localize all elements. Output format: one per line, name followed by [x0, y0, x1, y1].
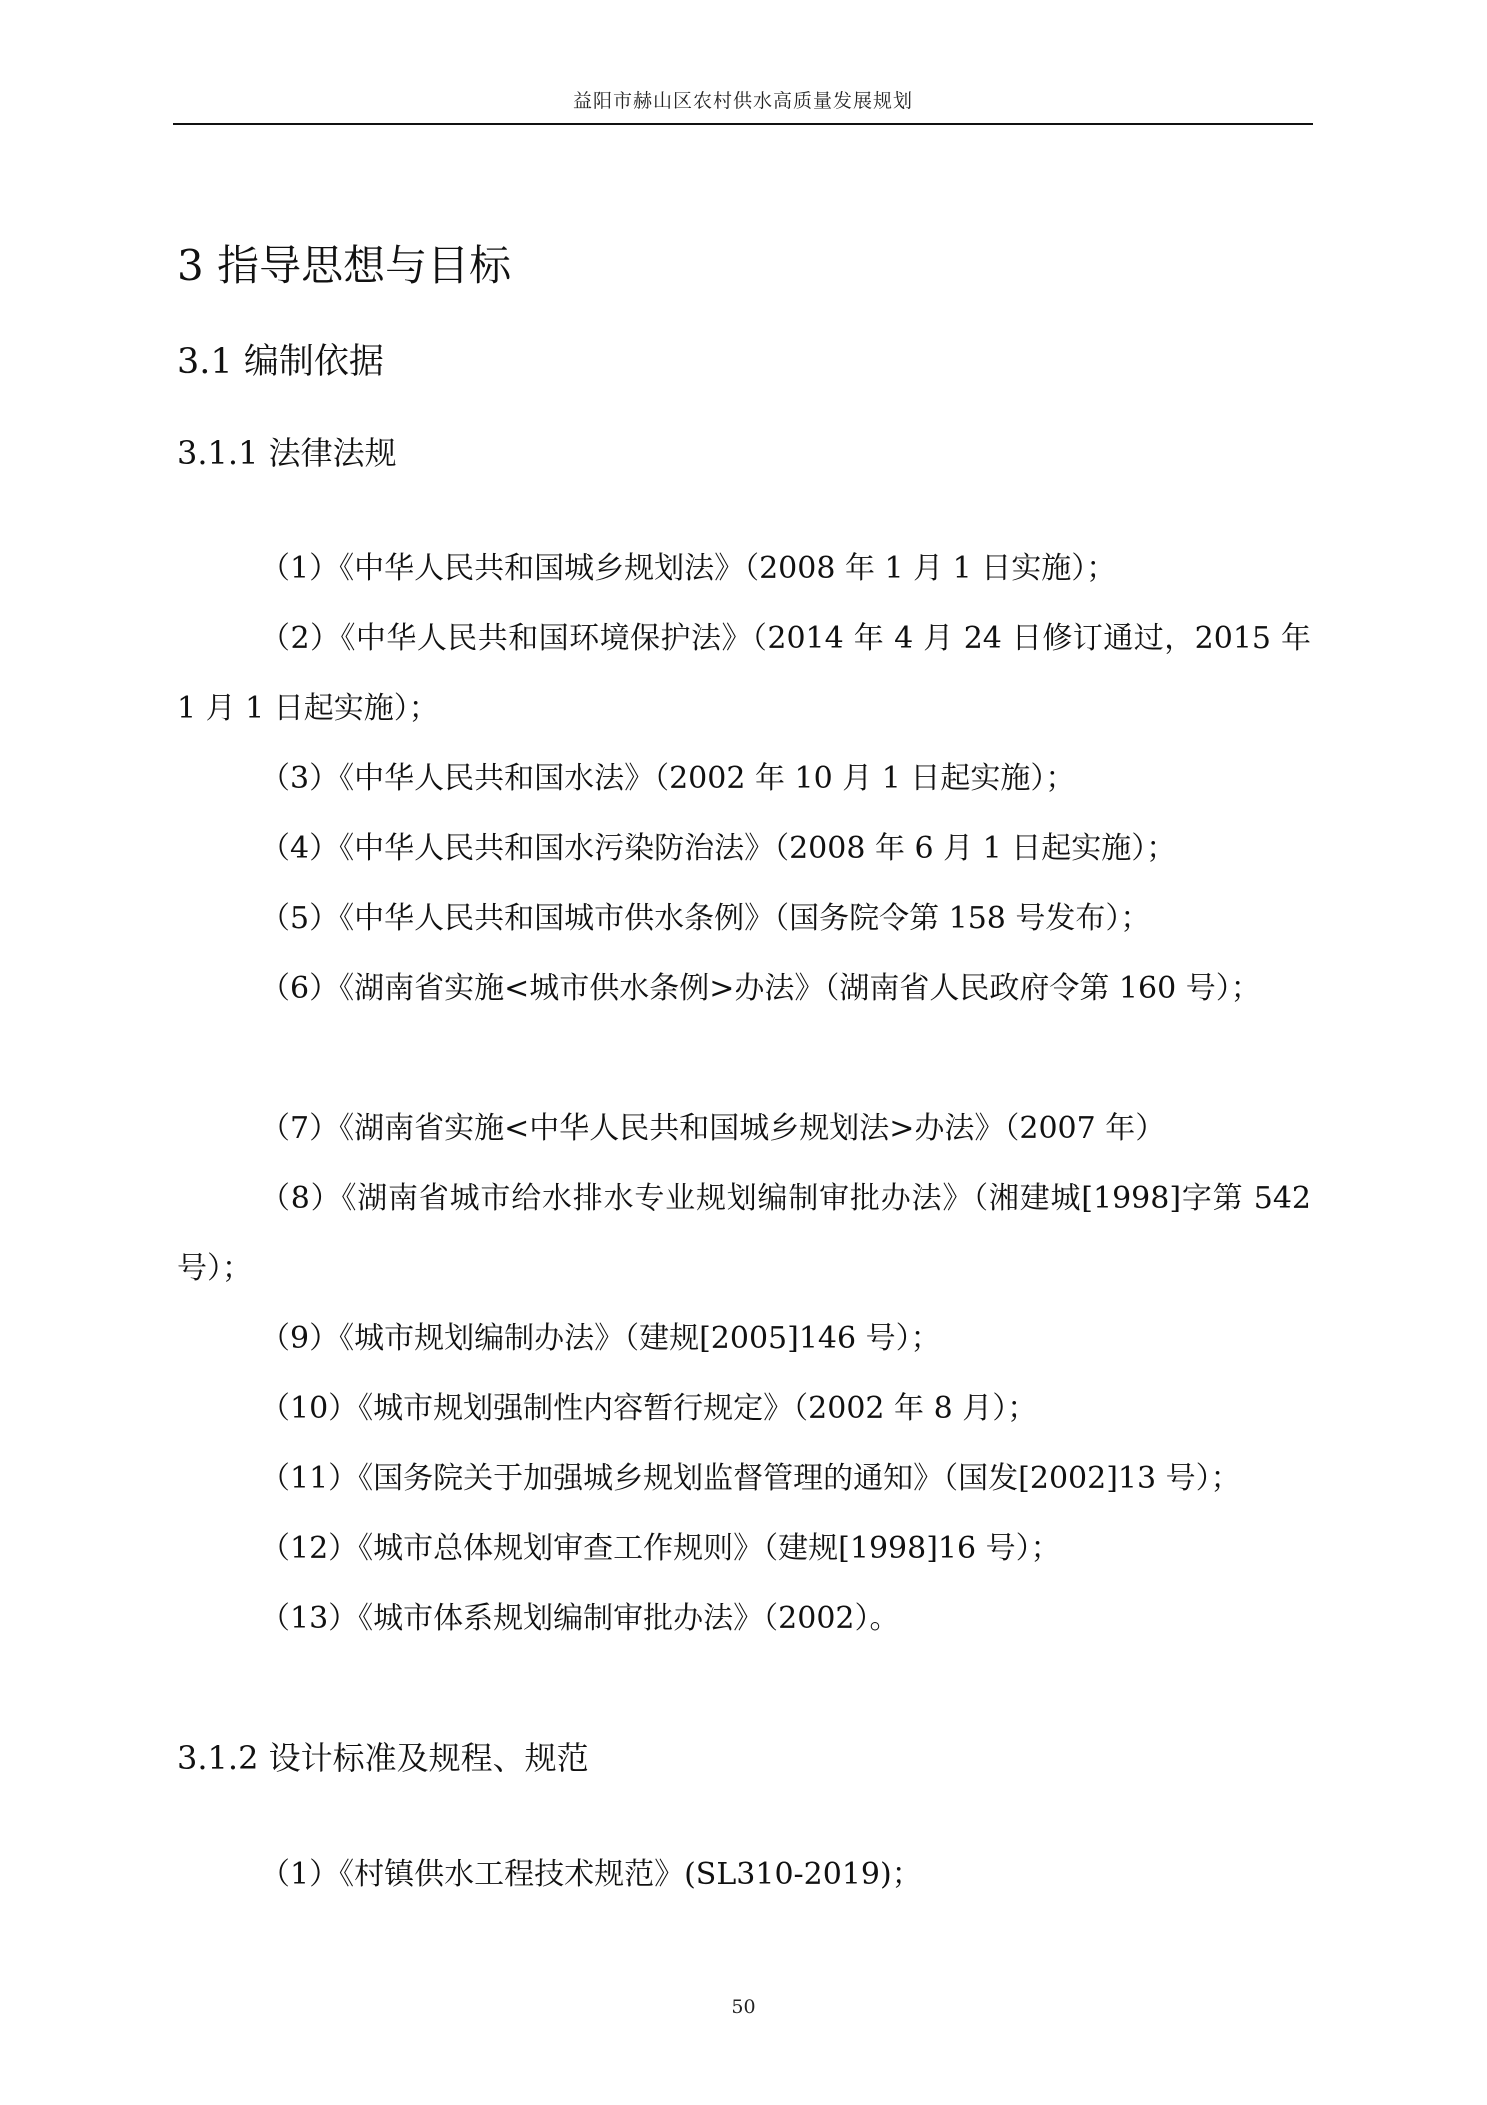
section-title: 编制依据	[243, 342, 384, 382]
section-heading	[177, 334, 384, 384]
subsection-number: 3.1.2	[177, 1739, 259, 1777]
list-item: （10）《城市规划强制性内容暂行规定》（2002 年 8 月）；	[260, 1391, 1038, 1426]
list-item: （5）《中华人民共和国城市供水条例》（国务院令第 158 号发布）；	[260, 901, 1151, 936]
list-item: （9）《城市规划编制办法》（建规[2005]146 号）；	[260, 1321, 941, 1356]
list-item: （1）《村镇供水工程技术规范》(SL310-2019)；	[260, 1857, 922, 1892]
page-number: 50	[731, 1996, 756, 2018]
list-item: （8）《湖南省城市给水排水专业规划编制审批办法》（湘建城[1998]字第 542 号）；	[177, 1181, 1311, 1286]
header-rule	[173, 123, 1313, 125]
section-number: 3.1	[177, 342, 233, 382]
list-item: （11）《国务院关于加强城乡规划监督管理的通知》（国发[2002]13 号）；	[260, 1461, 1241, 1496]
subsection-title: 设计标准及规程、规范	[268, 1739, 589, 1777]
list-item: （4）《中华人民共和国水污染防治法》（2008 年 6 月 1 日起实施）；	[260, 831, 1177, 866]
chapter-heading	[177, 233, 511, 293]
subsection-heading-laws	[177, 428, 397, 474]
list-item: （12）《城市总体规划审查工作规则》（建规[1998]16 号）；	[260, 1531, 1061, 1566]
list-item: （3）《中华人民共和国水法》（2002 年 10 月 1 日起实施）；	[260, 761, 1076, 796]
subsection-number: 3.1.1	[177, 434, 259, 472]
chapter-title: 指导思想与目标	[217, 241, 512, 290]
chapter-number: 3	[177, 241, 204, 290]
list-item: （1）《中华人民共和国城乡规划法》（2008 年 1 月 1 日实施）；	[260, 551, 1117, 586]
list-item: （13）《城市体系规划编制审批办法》（2002）。	[260, 1601, 900, 1636]
list-item: （2）《中华人民共和国环境保护法》（2014 年 4 月 24 日修订通过，2015 年 1 月 1 日起实施）；	[177, 621, 1311, 726]
list-item: （6）《湖南省实施<城市供水条例>办法》（湖南省人民政府令第 160 号）；	[260, 971, 1261, 1006]
list-item: （7）《湖南省实施<中华人民共和国城乡规划法>办法》（2007 年）	[260, 1111, 1166, 1146]
running-header: 益阳市赫山区农村供水高质量发展规划	[572, 90, 913, 112]
subsection-heading-standards	[177, 1733, 589, 1779]
subsection-title: 法律法规	[268, 434, 397, 472]
